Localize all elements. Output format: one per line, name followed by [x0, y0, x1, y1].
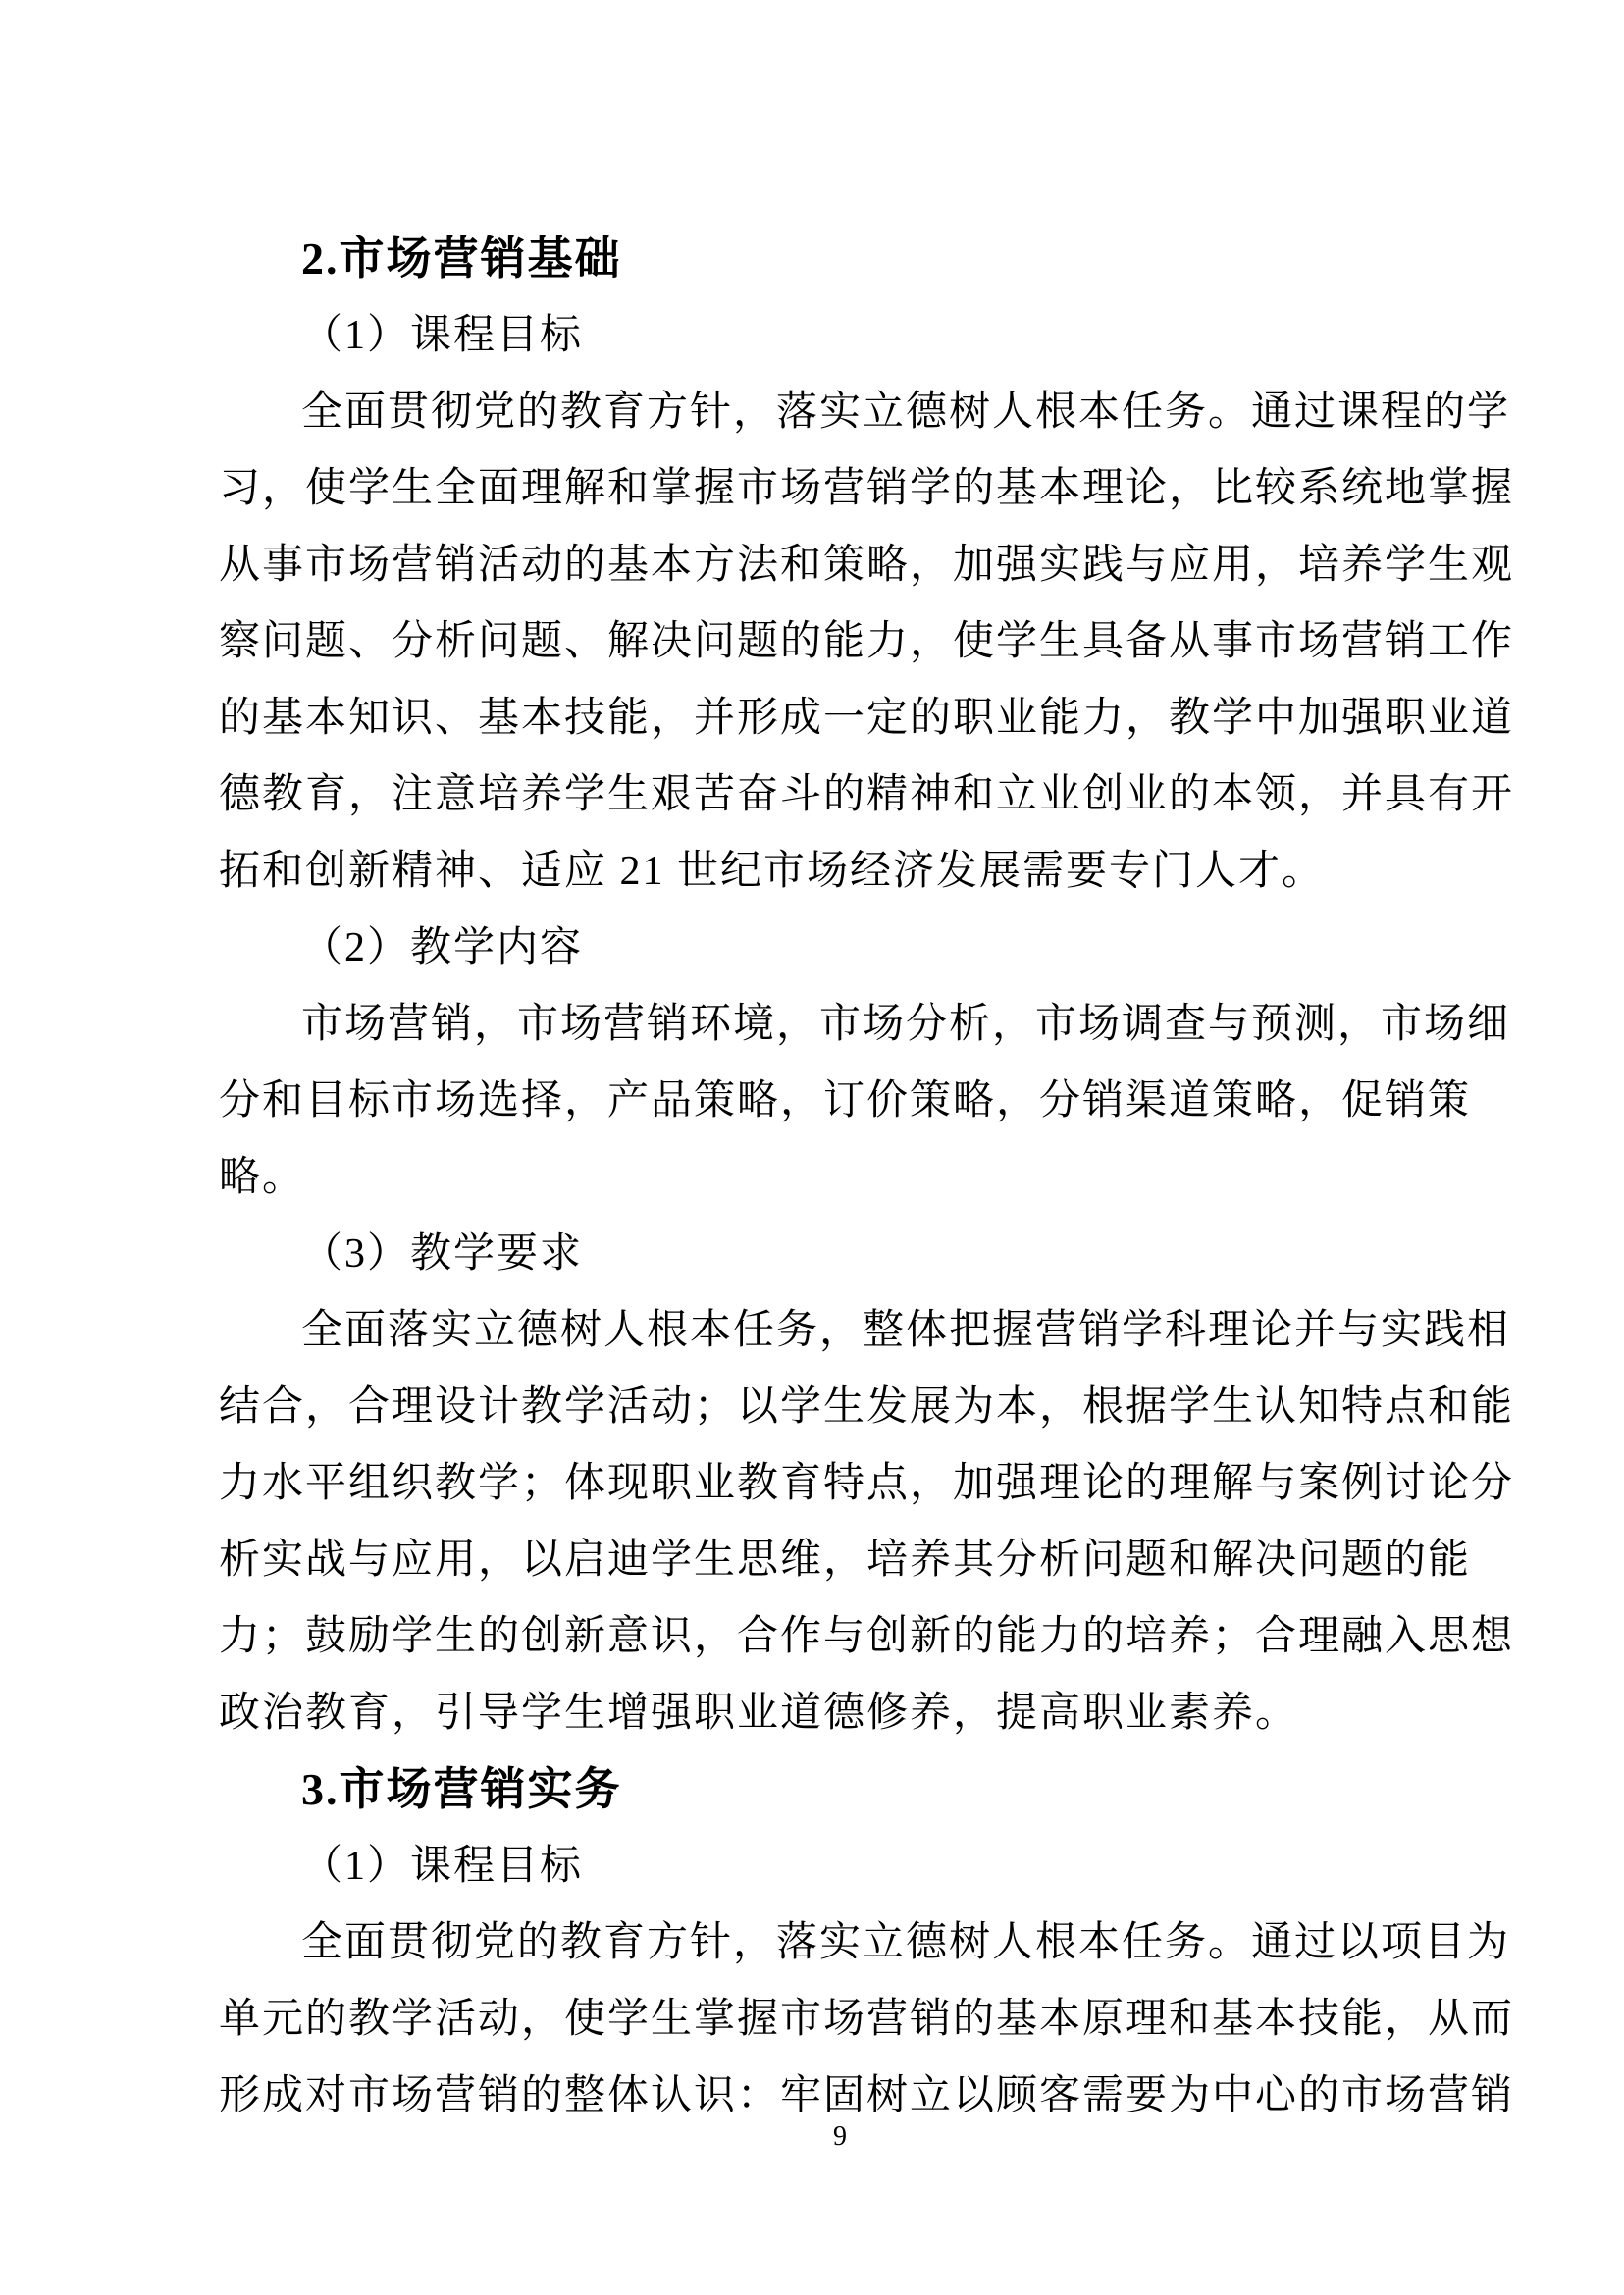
text-line: 习，使学生全面理解和掌握市场营销学的基本理论，比较系统地掌握 — [219, 466, 1515, 511]
text-line: 析实战与应用，以启迪学生思维，培养其分析问题和解决问题的能 — [219, 1538, 1472, 1583]
text-line: 德教育，注意培养学生艰苦奋斗的精神和立业创业的本领，并具有开 — [219, 772, 1515, 817]
subsection-heading: （2）教学内容 — [301, 925, 584, 970]
section-heading: 3.市场营销实务 — [301, 1764, 622, 1814]
document-body — [219, 221, 1526, 2134]
text-line: 察问题、分析问题、解决问题的能力，使学生具备从事市场营销工作 — [219, 619, 1515, 664]
text-line: 政治教育，引导学生增强职业道德修养，提高职业素养。 — [219, 1691, 1299, 1736]
text-line: 分和目标市场选择，产品策略，订价策略，分销渠道策略，促销策 — [219, 1078, 1472, 1123]
text-line: 全面贯彻党的教育方针，落实立德树人根本任务。通过以项目为 — [301, 1920, 1511, 1965]
text-line: 单元的教学活动，使学生掌握市场营销的基本原理和基本技能，从而 — [219, 1997, 1515, 2042]
text-line: 略。 — [219, 1155, 306, 1200]
text-line: 市场营销，市场营销环境，市场分析，市场调查与预测，市场细 — [301, 1002, 1511, 1047]
text-line: 形成对市场营销的整体认识：牢固树立以顾客需要为中心的市场营销 — [219, 2073, 1515, 2118]
text-line: 结合，合理设计教学活动；以学生发展为本，根据学生认知特点和能 — [219, 1384, 1515, 1430]
text-line: 全面落实立德树人根本任务，整体把握营销学科理论并与实践相 — [301, 1308, 1511, 1353]
text-line: 力水平组织教学；体现职业教育特点，加强理论的理解与案例讨论分 — [219, 1461, 1515, 1506]
subsection-heading: （1）课程目标 — [301, 1844, 584, 1889]
text-line: 拓和创新精神、适应 21 世纪市场经济发展需要专门人才。 — [219, 849, 1326, 894]
section-heading: 2.市场营销基础 — [301, 234, 622, 284]
page-number: 9 — [833, 2121, 847, 2152]
text-line: 全面贯彻党的教育方针，落实立德树人根本任务。通过课程的学 — [301, 390, 1511, 435]
subsection-heading: （1）课程目标 — [301, 313, 584, 358]
text-line: 从事市场营销活动的基本方法和策略，加强实践与应用，培养学生观 — [219, 543, 1515, 588]
subsection-heading: （3）教学要求 — [301, 1231, 584, 1277]
text-line: 力；鼓励学生的创新意识，合作与创新的能力的培养；合理融入思想 — [219, 1614, 1515, 1659]
text-line: 的基本知识、基本技能，并形成一定的职业能力，教学中加强职业道 — [219, 696, 1515, 741]
